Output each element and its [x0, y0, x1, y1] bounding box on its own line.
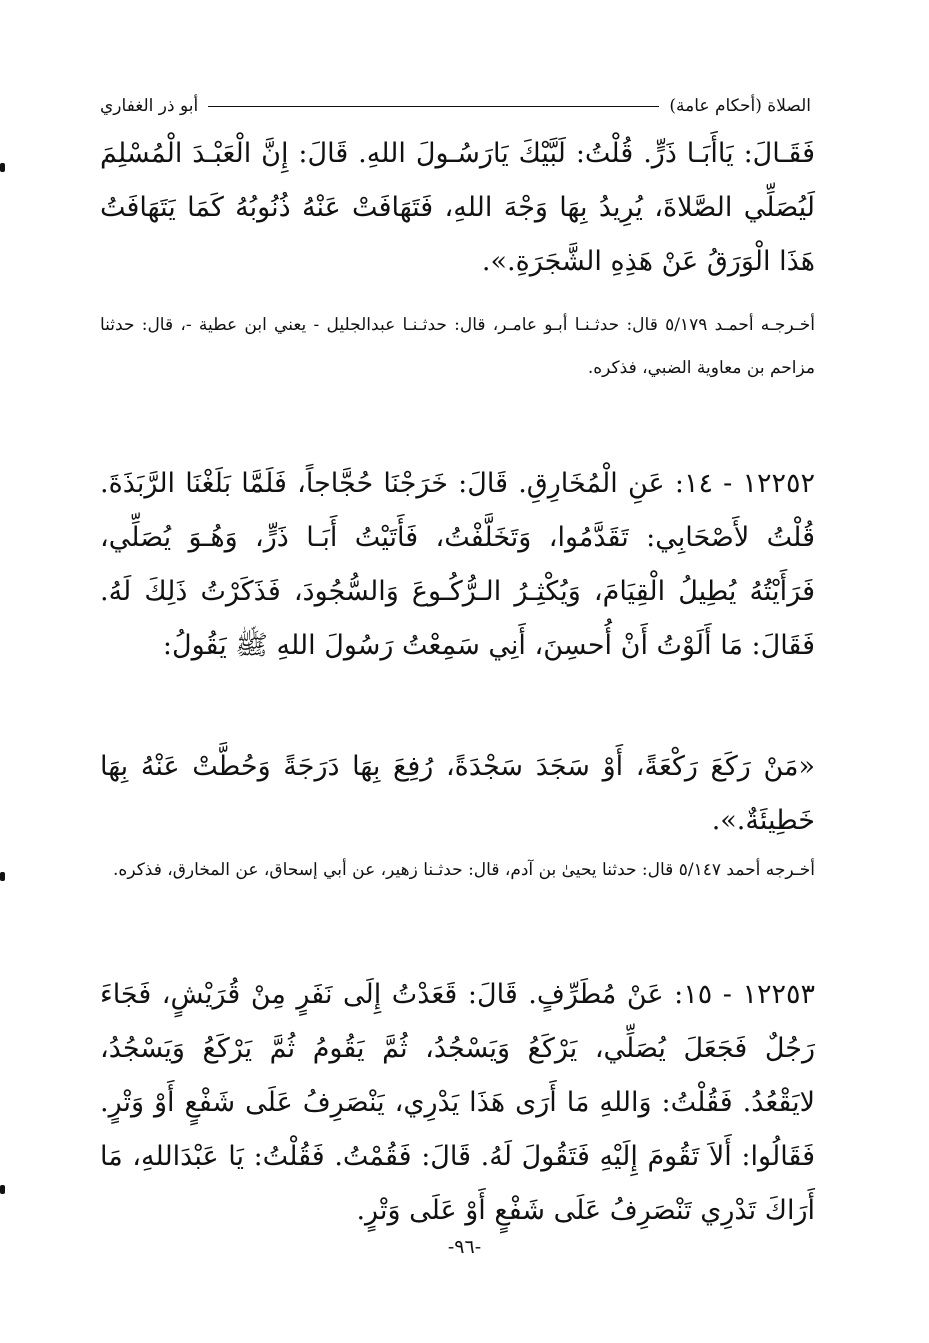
hadith-text: فَقَـالَ: يَاأَبَـا ذَرٍّ. قُلْتُ: لَبَّيْكَ يَارَسُـولَ اللهِ. قَالَ: إِنَّ الْعَبْـدَ الْمُسْلِمَ لَيُصَلِّي الصَّلاةَ، يُرِيدُ بِهَا وَجْهَ اللهِ، فَتَهَافَتْ عَنْهُ ذُنُوبُهُ كَمَا يَتَهَافَتُ هَذَا الْوَرَقُ عَنْ هَذِهِ الشَّجَرَةِ.». — [100, 138, 815, 277]
scan-edge-mark — [0, 163, 5, 172]
header-companion-name: أبو ذر الغفاري — [100, 96, 199, 116]
hadith-quote: «مَنْ رَكَعَ رَكْعَةً، أَوْ سَجَدَ سَجْدَةً، رُفِعَ بِهَا دَرَجَةً وَحُطَّتْ عَنْهُ بِهَا خَطِيئَةٌ.». — [100, 751, 815, 836]
takhrij-note: أخـرجه أحمد ٥/١٤٧ قال: حدثنا يحيىٰ بن آدم، قال: حدثـنا زهير، عن أبي إسحاق، عن المخارق، فذكره. — [113, 860, 815, 880]
header-section-title: الصلاة (أحكام عامة) — [669, 96, 811, 116]
hadith-text: ١٢٢٥٢ - ١٤: عَنِ الْمُخَارِقِ. قَالَ: خَرَجْنَا حُجَّاجاً، فَلَمَّا بَلَغْنَا الرَّبَذَةَ. قُلْتُ لأَصْحَابِي: تَقَدَّمُوا، وَتَخَلَّفْتُ، فَأَتَيْتُ أَبَـا ذَرٍّ، وَهُـوَ يُصَلِّي، فَرَأَيْتُهُ يُطِيلُ الْقِيَامَ، وَيُكْثِـرُ الـرُّكُـوعَ وَالسُّجُودَ، فَذَكَرْتُ ذَلِكَ لَهُ. فَقَالَ: مَا أَلَوْتُ أَنْ أُحسِنَ، أَنِي سَمِعْتُ رَسُولَ اللهِ ﷺ يَقُولُ: — [100, 468, 815, 661]
page-number: -٩٦- — [447, 1236, 482, 1258]
hadith-text: ١٢٢٥٣ - ١٥: عَنْ مُطَرِّفٍ. قَالَ: قَعَدْتُ إِلَى نَفَرٍ مِنْ قُرَيْشٍ، فَجَاءَ رَجُلٌ فَجَعَلَ يُصَلِّي، يَرْكَعُ وَيَسْجُدُ، ثُمَّ يَقُومُ ثُمَّ يَرْكَعُ وَيَسْجُدُ، لايَقْعُدُ. فَقُلْتُ: وَاللهِ مَا أَرَى هَذَا يَدْرِي، يَنْصَرِفُ عَلَى شَفْعٍ أَوْ وَتْرٍ. فَقَالُوا: أَلاَ تَقُومَ إِلَيْهِ فَتَقُولَ لَهُ. قَالَ: فَقُمْتُ. فَقُلْتُ: يَا عَبْدَاللهِ، مَا أَرَاكَ تَدْرِي تَنْصَرِفُ عَلَى شَفْعٍ أَوْ عَلَى وَتْرٍ. — [100, 979, 815, 1226]
scan-edge-mark — [0, 1185, 5, 1194]
running-header — [100, 94, 811, 118]
header-rule — [208, 106, 659, 107]
scan-edge-mark — [0, 872, 5, 881]
takhrij-note: أخـرجـه أحمـد ٥/١٧٩ قال: حدثـنـا أبـو عامـر، قال: حدثـنـا عبدالجليل - يعني ابن عطية -، قال: حدثنا مزاحم بن معاوية الضبي، فذكره. — [100, 315, 815, 378]
